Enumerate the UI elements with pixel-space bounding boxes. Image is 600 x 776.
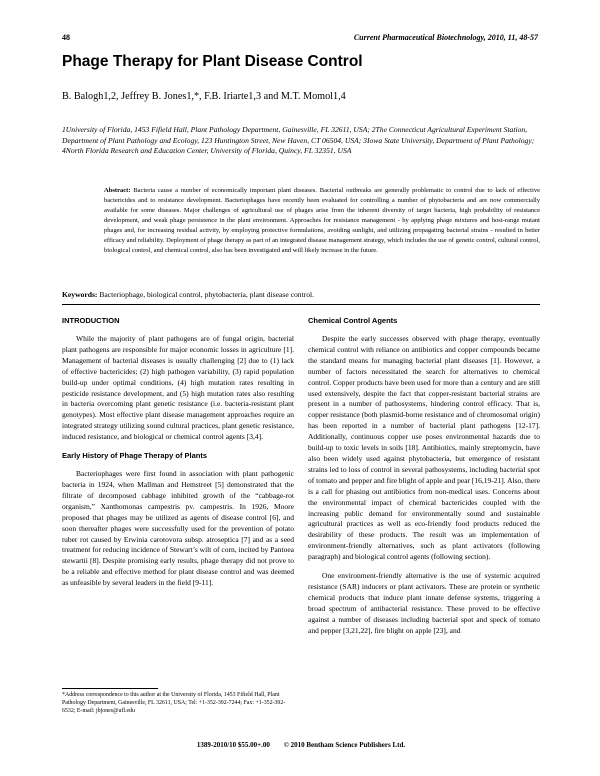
affiliations: 1University of Florida, 1453 Fifield Hall, Plant Pathology Department, Gainesville, FL 32611, USA; 2The Connecticut Agricultural Experiment Station, Department of Plant Pathology and Ecology, 123 Huntington Street, New Haven, CT 06504, USA; 3Iowa State University, Department of Plant Pathology; 4North Florida Research and Education Center, University of Florida, Quincy, FL 32351, USA (62, 125, 535, 156)
chemical-paragraph-2: One environment-friendly alternative is the use of systemic acquired resistance (SAR) inducers or plant activators. These are protein or synthetic chemical products that induce plant innate defense systems, triggering a broad spectrum of antibacterial resistance. These proved to be effective against a number of diseases including bacterial spot and speck of tomato and pepper [3,21,22], fire blight on apple [23], and (308, 571, 540, 635)
copyright-notice: © 2010 Bentham Science Publishers Ltd. (283, 741, 406, 749)
abstract-text: Bacteria cause a number of economically important plant diseases. Bacterial outbreaks are generally problematic to control due to lack of effective bactericides and to resistance development. Bacteriophages have recently been evaluated for controlling a number of phytobacteria and are now commercially available for some diseases. Major challenges of agricultural use of phages arise from the inherent diversity of target bacteria, high probability of resistance development, and weak phage persistence in the plant environment. Approaches for resistance management - by applying phage mixtures and host-range mutant phages and, for increasing residual activity, by employing protective formulations, avoiding sunlight, and utilizing propagating bacterial strains - resulted in better efficacy and reliability. Deployment of phage therapy as part of an integrated disease management strategy, which includes the use of genetic control, cultural control, biological control, and chemical control, also has been investigated and will likely increase in the future. (104, 187, 541, 255)
keywords (62, 290, 542, 300)
abstract (104, 186, 540, 256)
right-column (308, 312, 540, 644)
keywords-text: Bacteriophage, biological control, phytobacteria, plant disease control. (99, 290, 315, 299)
chemical-paragraph-1: Despite the early successes observed with phage therapy, eventually chemical control with reliance on antibiotics and copper compounds became the standard means for managing bacterial plant diseases [1]. However, a number of factors necessitated the search for alternatives to chemical control. Copper products have been used for more than a century and are still used extensively, despite the fact that copper-resistant bacterial strains are present in a number of pathosystems, hindering control efficacy. That is, copper resistance (both plasmid-borne resistance and of chromosomal origin) has been reported in a number of bacterial plant pathogens [12-17]. Additionally, continuous copper use poses environmental hazards due to build-up to toxic levels in soils [18]. Antibiotics, mainly streptomycin, have also been widely used against phytobacteria, but emergence of resistant strains led to loss of control in several pathosystems, including bacterial spot of tomato and pepper and fire blight of apple and pear [16,19-21]. Also, there is a call for phasing out antibiotics from non-medical uses. Concerns about the environmental impact of chemical bactericides coupled with the increasing public demand for environmentally sound and sustainable agricultural practices as well as eco-friendly food products reduced the desirability of these products. The result was an implementation of environment-friendly alternatives, such as plant activators (following paragraph) and biological control agents (following section). (308, 334, 541, 562)
footnote-rule (62, 688, 158, 689)
author-list: B. Balogh1,2, Jeffrey B. Jones1,*, F.B. Iriarte1,3 and M.T. Momol1,4 (62, 91, 346, 102)
journal-citation: Current Pharmaceutical Biotechnology, 2010, 11, 48-57 (353, 33, 538, 42)
heading-chemical-control: Chemical Control Agents (308, 316, 398, 325)
article-title: Phage Therapy for Plant Disease Control (62, 53, 363, 70)
intro-paragraph: While the majority of plant pathogens are of fungal origin, bacterial plant pathogens are responsible for major economic losses in agriculture [1]. Management of bacterial diseases is usually challenging [2] due to (1) lack of effective bactericides; (2) high pathogen variability, (3) rapid population build-up under optimal conditions, (4) high mutation rates resulting in pesticide resistance development, and (5) high mutation rates also resulting in bacteria overcoming plant genetic resistance (i.e. bacteria-resistant plant genotypes). Most effective plant disease management approaches require an integrated strategy utilizing sound cultural practices, plant genetic resistance, induced resistance, and biological or chemical control agents [3,4]. (62, 334, 294, 442)
section-divider (62, 304, 540, 305)
page-number: 48 (62, 33, 70, 42)
keywords-label: Keywords: (62, 290, 98, 299)
left-column (62, 312, 294, 597)
page-footer (62, 741, 540, 749)
abstract-label: Abstract: (104, 187, 131, 194)
heading-introduction: INTRODUCTION (62, 316, 120, 325)
correspondence-footnote: *Address correspondence to this author at the University of Florida, 1453 Fifield Hall, Plant Pathology Department, Gainesville, FL 32611, USA; Tel: +1-352-392-7244; Fax: +1-352-392-6532; E-mail: jbjones@ufl.edu (62, 692, 286, 715)
history-paragraph: Bacteriophages were first found in association with plant pathogenic bacteria in 1924, when Mallman and Hemstreet [5] demonstrated that the filtrate of decomposed cabbage inhibited growth of the “cabbage-rot organism,” Xanthomonas campestris pv. campestris. In 1926, Moore proposed that phages may be utilized as agents of disease control [6], and soon thereafter phages were successfully used for the prevention of potato tuber rot caused by Erwinia carotovora subsp. atroseptica [7] and as a seed treatment for reducing incidence of Stewart’s wilt of corn, incited by Pantoea stewartii [8]. Despite promising early results, phage therapy did not prove to be a reliable and effective method for plant disease control and was deemed as unfeasible by several leaders in the field [9-11]. (62, 469, 294, 588)
heading-early-history: Early History of Phage Therapy of Plants (62, 451, 208, 461)
price-code: 1389-2010/10 $55.00+.00 (196, 741, 270, 749)
running-header (62, 33, 538, 45)
